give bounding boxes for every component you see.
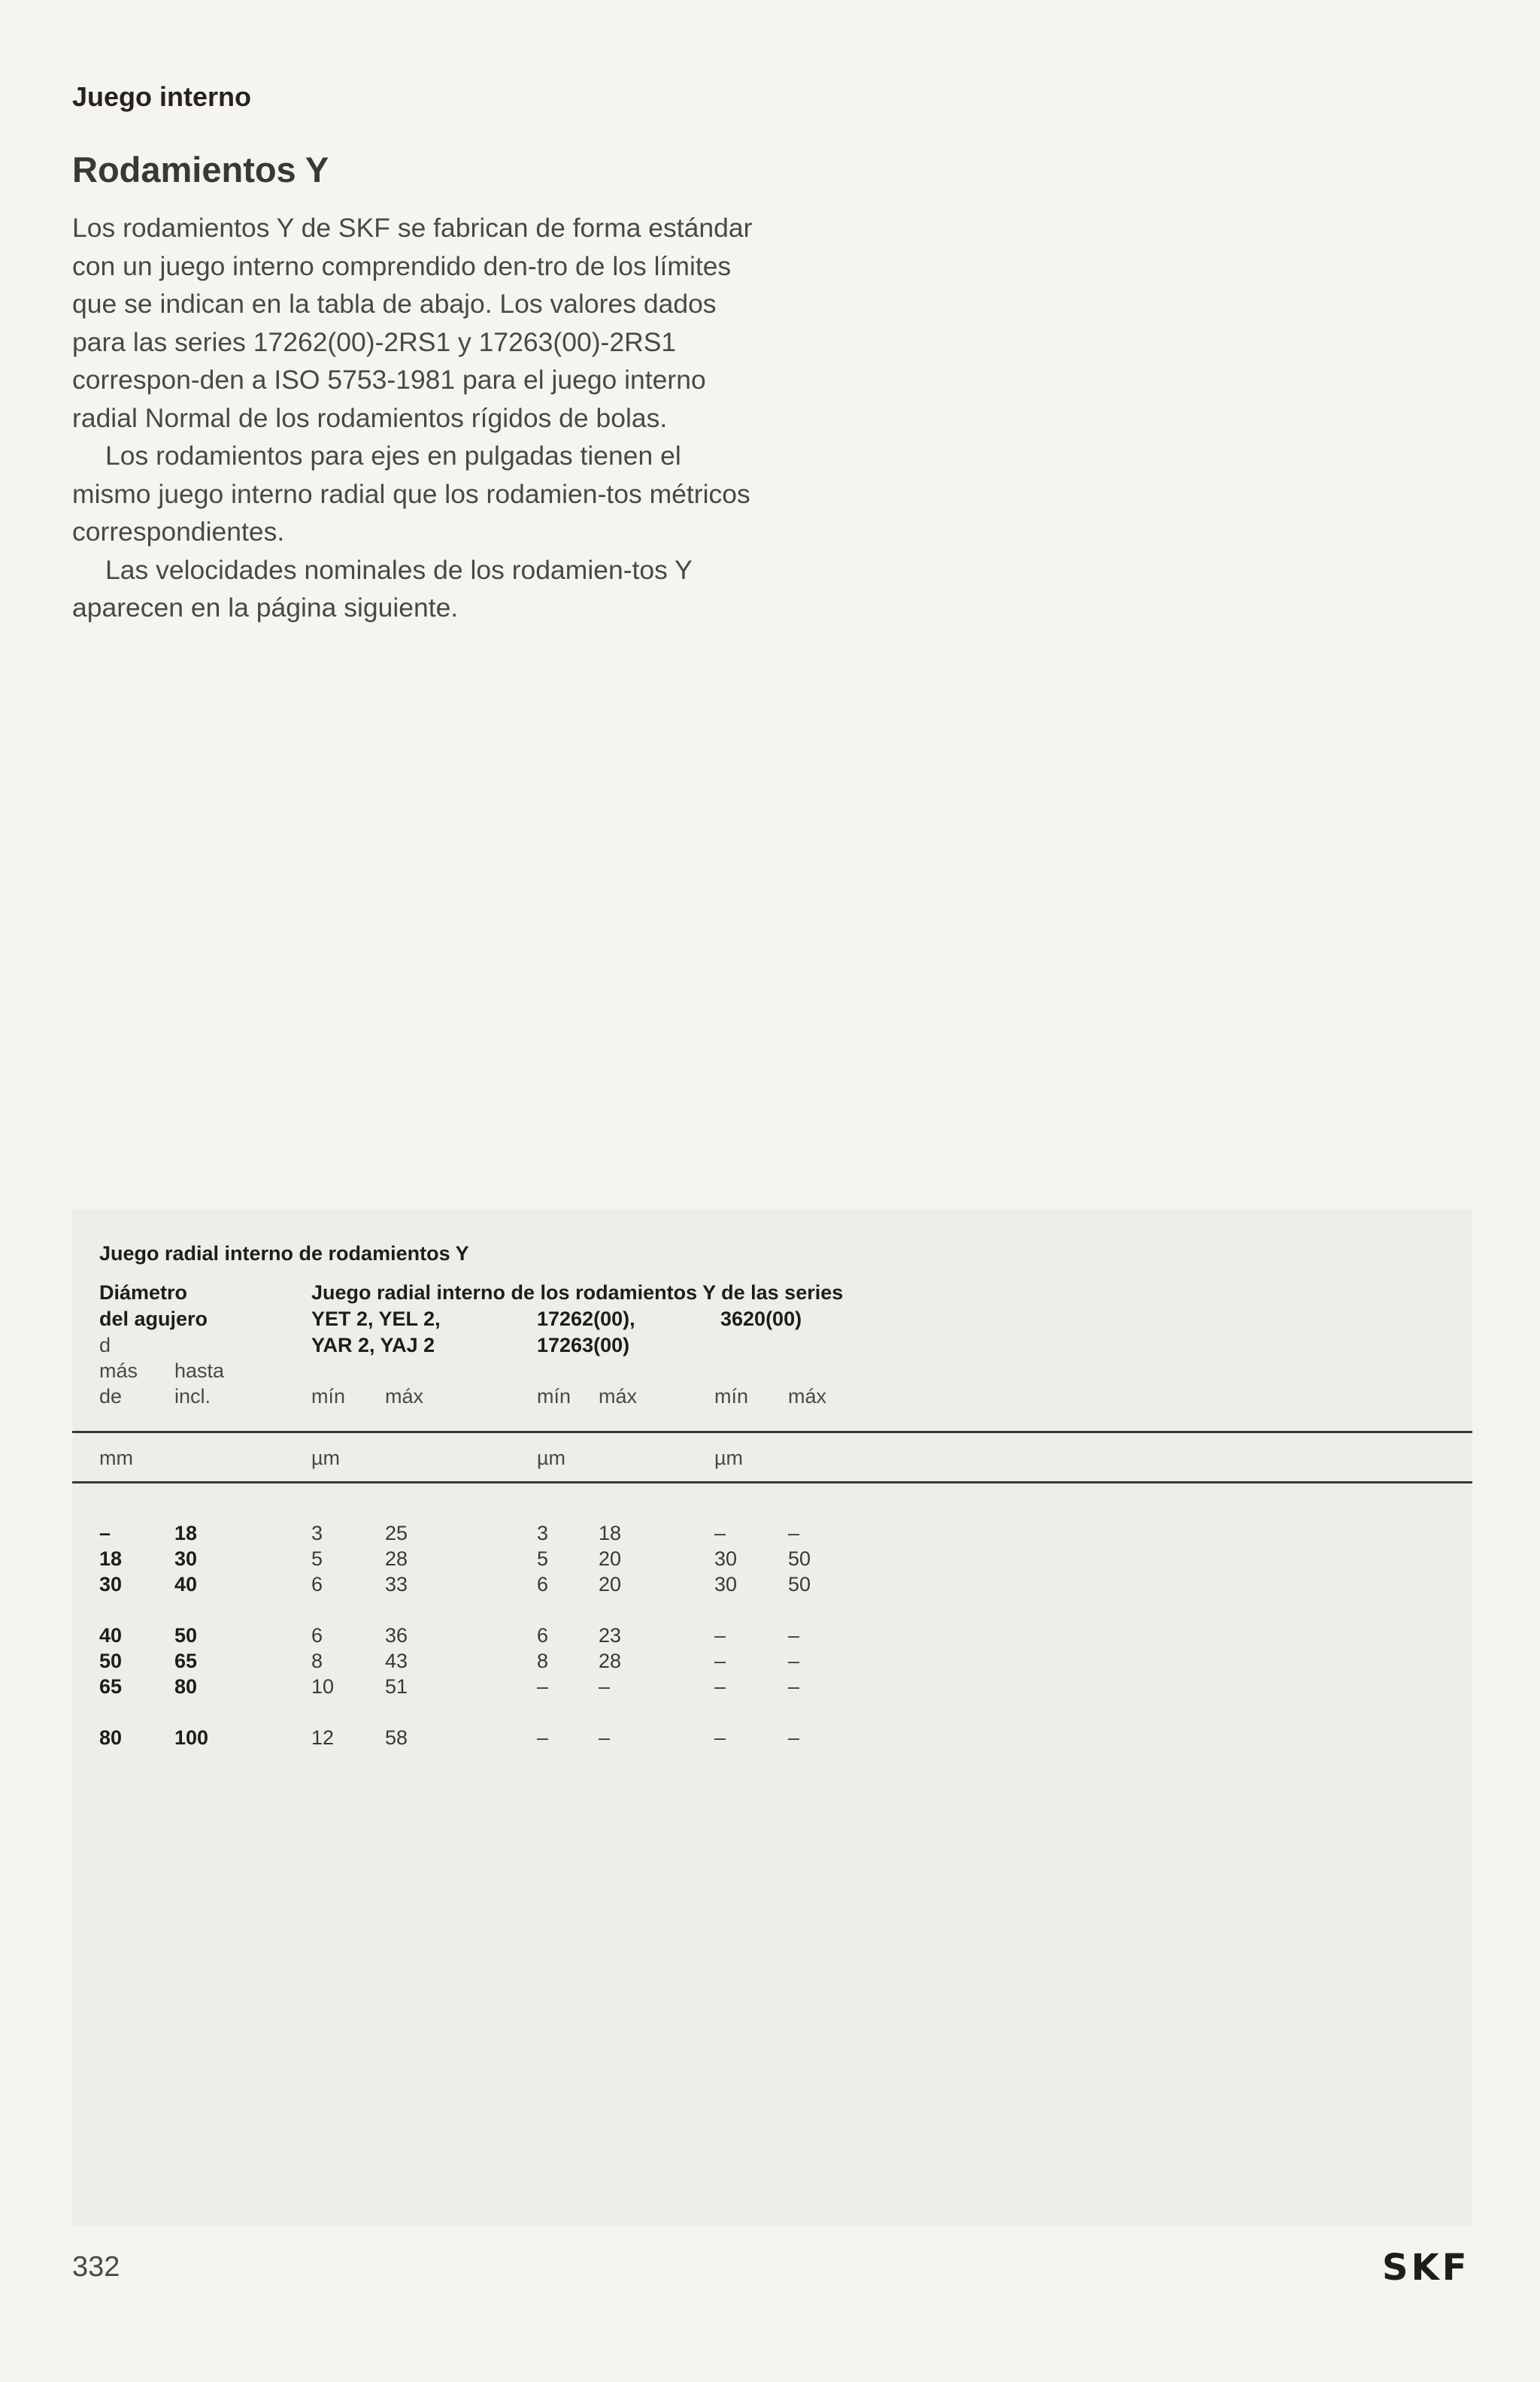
table-cell: – [537,1726,549,1749]
table-cell: 18 [99,1547,123,1570]
table-cell: 80 [99,1726,123,1749]
table-cell: 30 [99,1573,123,1596]
series-1-name-line-1: YET 2, YEL 2, [311,1308,441,1330]
series-2-name-line-2: 17263(00) [537,1334,630,1356]
table-cell: 30 [714,1547,738,1570]
unit-mm: mm [99,1447,133,1469]
table-cell: – [788,1650,800,1672]
table-cell: 20 [599,1547,622,1570]
table-cell: 6 [311,1624,323,1647]
series-2-max-label: máx [599,1385,638,1408]
table-cell: 50 [788,1573,811,1596]
table-cell: – [714,1624,726,1647]
series-2-name-line-1: 17262(00), [537,1308,635,1330]
table-cell: 25 [385,1522,408,1544]
table-cell: 36 [385,1624,408,1647]
table-cell: 65 [99,1675,123,1698]
header-rule-bottom [72,1481,1472,1483]
series-group-header: Juego radial interno de los rodamientos Y de las series [311,1281,844,1304]
diameter-header-line-1: Diámetro [99,1281,188,1304]
page-heading: Rodamientos Y [72,150,329,189]
table-cell: 3 [537,1522,549,1544]
table-cell: 51 [385,1675,408,1698]
incl-label: incl. [174,1385,211,1408]
table-title: Juego radial interno de rodamientos Y [99,1242,469,1265]
table-cell: 8 [311,1650,323,1672]
paragraph-2: Los rodamientos para ejes en pulgadas tienen el mismo juego interno radial que los rodamien-tos métricos correspondientes. [72,441,750,547]
table-cell: 65 [174,1650,198,1672]
series-3-max-label: máx [788,1385,827,1408]
table-cell: 6 [311,1573,323,1596]
unit-um-3: µm [714,1447,744,1469]
table-cell: 43 [385,1650,408,1672]
series-2-name [537,1306,635,1359]
skf-logo: SKF [1382,2247,1470,2289]
table-cell: 28 [599,1650,622,1672]
table-cell: 5 [311,1547,323,1570]
de-label: de [99,1385,123,1408]
table-cell: 5 [537,1547,549,1570]
table-cell: 30 [174,1547,198,1570]
unit-um-1: µm [311,1447,341,1469]
table-cell: 23 [599,1624,622,1647]
table-cell: 33 [385,1573,408,1596]
table-cell: – [537,1675,549,1698]
table-cell: 40 [174,1573,198,1596]
mas-label: más [99,1359,138,1382]
paragraph-1: Los rodamientos Y de SKF se fabrican de forma estándar con un juego interno comprendido den-tro de los límites que se indican en la tabla de abajo. Los valores dados para las series 17262(00)-2RS1 y 17263(00)-2RS1 correspon-den a ISO 5753-1981 para el juego interno radial Normal de los rodamientos rígidos de bolas. [72,213,753,433]
table-cell: 12 [311,1726,335,1749]
table-cell: 6 [537,1624,549,1647]
table-cell: 3 [311,1522,323,1544]
series-1-name-line-2: YAR 2, YAJ 2 [311,1334,435,1356]
series-3-min-label: mín [714,1385,749,1408]
table-cell: 28 [385,1547,408,1570]
table-cell: 18 [174,1522,198,1544]
series-3-name-line-1: 3620(00) [720,1308,802,1330]
paragraph-3: Las velocidades nominales de los rodamien-tos Y aparecen en la página siguiente. [72,554,693,623]
table-cell: 58 [385,1726,408,1749]
header-rule-top [72,1431,1472,1433]
series-1-max-label: máx [385,1385,424,1408]
table-cell: – [788,1522,800,1544]
table-cell: 80 [174,1675,198,1698]
diameter-header-line-2: del agujero [99,1308,208,1330]
table-cell: 50 [99,1650,123,1672]
table-cell: – [714,1522,726,1544]
table-cell: – [788,1726,800,1749]
page-number: 332 [72,2251,120,2283]
unit-um-2: µm [537,1447,566,1469]
body-text [72,209,756,627]
table-cell: 8 [537,1650,549,1672]
table-cell: – [714,1650,726,1672]
section-label: Juego interno [72,81,252,112]
hasta-label: hasta [174,1359,225,1382]
table-cell: 40 [99,1624,123,1647]
table-cell: 100 [174,1726,209,1749]
table-cell: – [788,1624,800,1647]
table-cell: 10 [311,1675,335,1698]
table-cell: – [714,1726,726,1749]
table-cell: – [599,1726,611,1749]
diameter-header [99,1280,208,1332]
clearance-table [72,1209,1472,2226]
series-3-name [720,1306,802,1332]
table-cell: – [99,1522,111,1544]
series-1-name [311,1306,441,1359]
table-cell: – [599,1675,611,1698]
d-label: d [99,1334,111,1356]
series-2-min-label: mín [537,1385,571,1408]
table-cell: – [714,1675,726,1698]
table-cell: 30 [714,1573,738,1596]
table-cell: 6 [537,1573,549,1596]
table-cell: 50 [174,1624,198,1647]
series-1-min-label: mín [311,1385,346,1408]
table-cell: 50 [788,1547,811,1570]
table-cell: 18 [599,1522,622,1544]
table-cell: 20 [599,1573,622,1596]
table-cell: – [788,1675,800,1698]
